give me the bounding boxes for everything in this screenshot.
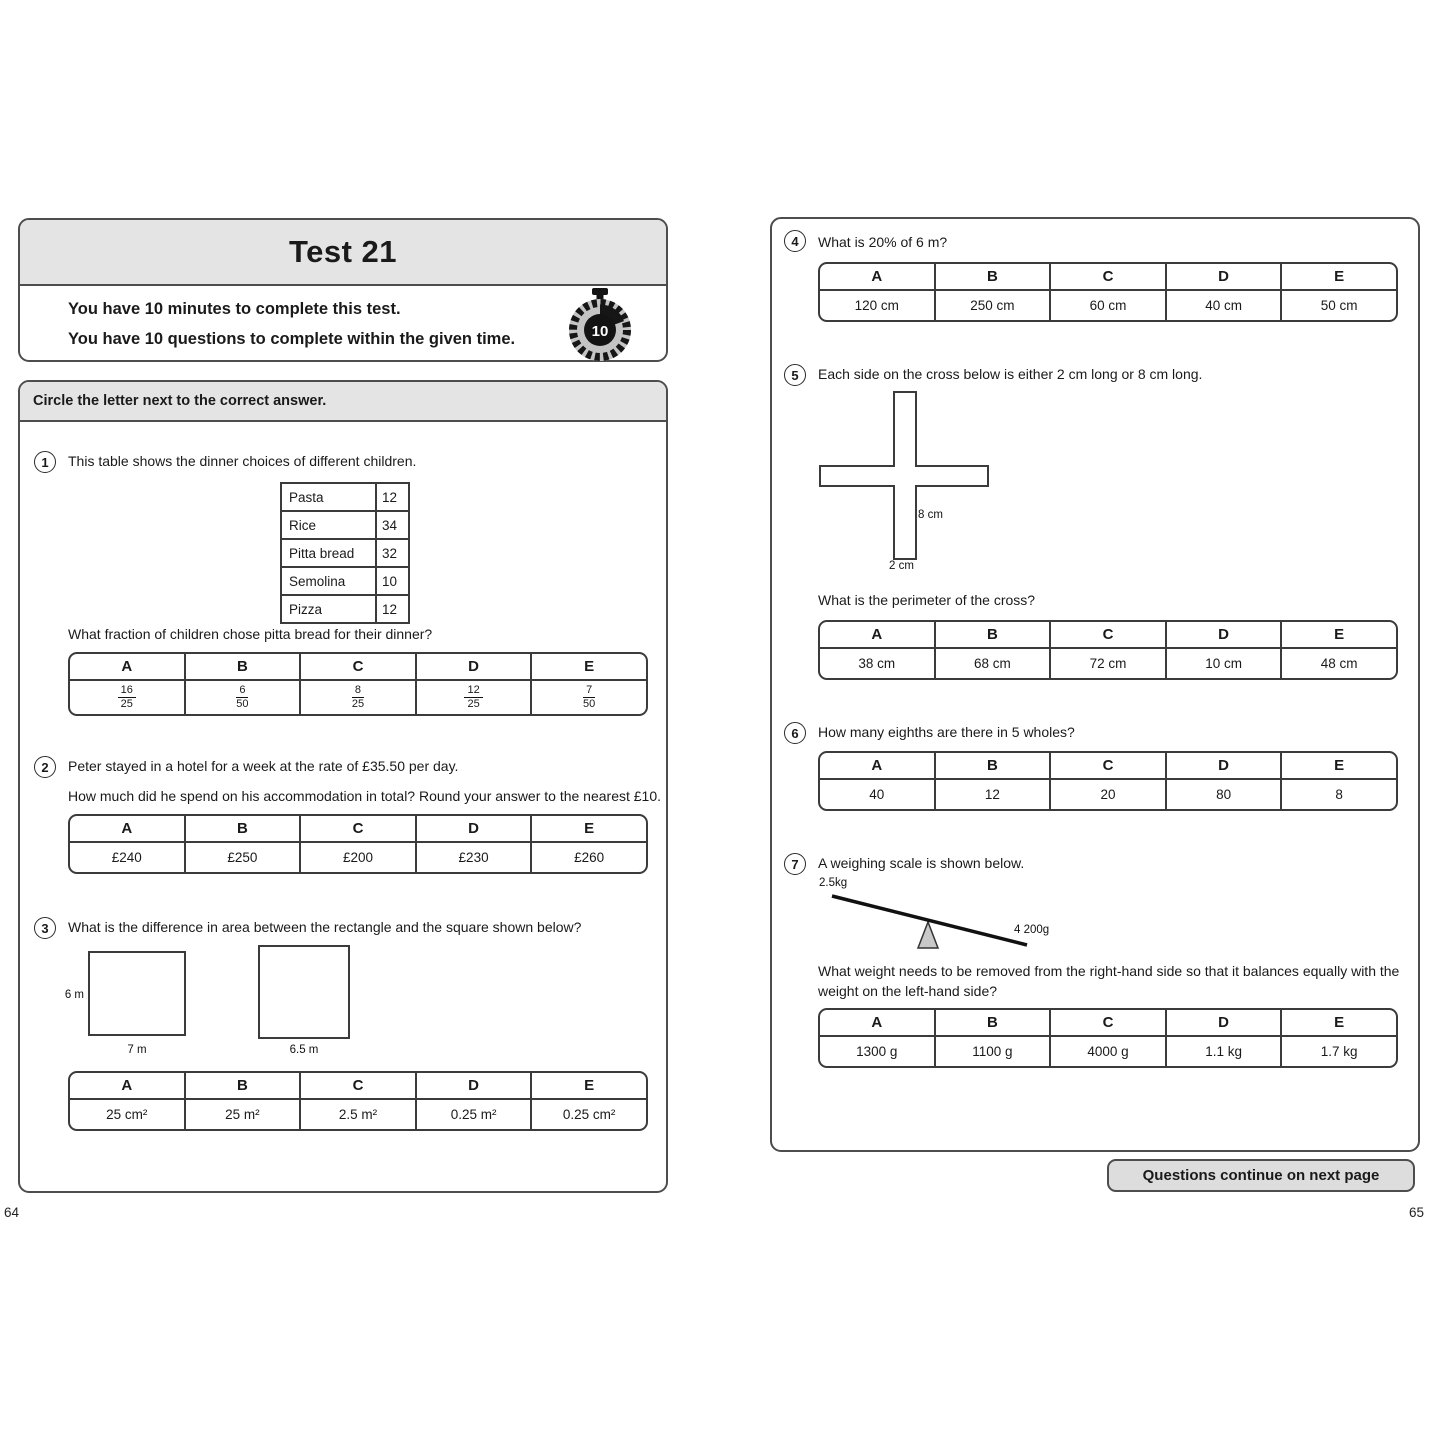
food-count: 10: [375, 568, 408, 594]
left-page-number: 64: [4, 1205, 20, 1220]
answer-letter-row: [820, 622, 1396, 649]
answer-letter-row: [820, 1010, 1396, 1037]
answer-letter-row: [820, 264, 1396, 291]
answer-letter-row: [70, 1073, 646, 1100]
table-row: [282, 484, 408, 512]
square-width-label: 6.5 m: [289, 1044, 319, 1056]
answer-option-e[interactable]: 48 cm: [1320, 656, 1358, 671]
question-6-text: How many eighths are there in 5 wholes?: [818, 724, 1075, 740]
answer-letter-b[interactable]: B: [936, 264, 1052, 289]
answer-letter-c[interactable]: C: [1051, 264, 1167, 289]
answer-value-row: [820, 649, 1396, 678]
answer-letter-c[interactable]: C: [301, 816, 417, 841]
answer-value-row: [70, 681, 646, 714]
answer-option-e[interactable]: 8: [1335, 787, 1343, 802]
answer-value-row: [70, 843, 646, 872]
question-2-answers: [68, 814, 648, 874]
answer-option-b[interactable]: £250: [186, 843, 302, 872]
answer-option-d[interactable]: £230: [417, 843, 533, 872]
table-row: [282, 568, 408, 596]
answer-option-c[interactable]: 4000 g: [1051, 1037, 1167, 1066]
answer-option-d[interactable]: 40 cm: [1167, 291, 1283, 320]
fraction: $\frac{8}{25}$: [351, 683, 365, 710]
answer-option-a[interactable]: 38 cm: [820, 649, 936, 678]
answer-letter-d[interactable]: D: [417, 1073, 533, 1098]
food-label: Rice: [289, 517, 317, 533]
answer-value-row: [820, 1037, 1396, 1066]
answer-option-a[interactable]: 40: [820, 780, 936, 809]
answer-letter-a[interactable]: A: [70, 654, 186, 679]
answer-letter-a[interactable]: A: [820, 1010, 936, 1035]
answer-option-b[interactable]: 1100 g: [936, 1037, 1052, 1066]
question-1-prompt: What fraction of children chose pitta bread for their dinner?: [68, 626, 433, 642]
cross-side-label-8cm: 8 cm: [918, 509, 943, 521]
dinner-choices-table: [280, 482, 410, 624]
weighing-scale-diagram: [813, 886, 1053, 954]
food-label: Semolina: [289, 573, 346, 589]
answer-letter-e[interactable]: E: [584, 1077, 595, 1094]
answer-value-row: [70, 1100, 646, 1129]
cross-shape: [808, 390, 1008, 562]
question-2-prompt: How much did he spend on his accommodation in total? Round your answer to the nearest £10.: [68, 788, 662, 804]
answer-letter-c[interactable]: C: [1051, 622, 1167, 647]
answer-option-c[interactable]: 20: [1051, 780, 1167, 809]
question-4-number: 4: [784, 230, 806, 252]
scale-right-weight-label: 4 200g: [1014, 924, 1050, 936]
fraction: $\frac{7}{50}$: [583, 683, 596, 710]
answer-option-c[interactable]: 60 cm: [1051, 291, 1167, 320]
answer-letter-a[interactable]: A: [70, 816, 186, 841]
rectangle-height-label: 6 m: [64, 989, 84, 1001]
answer-option-a[interactable]: £240: [70, 843, 186, 872]
question-3-answers: [68, 1071, 648, 1131]
food-count: 32: [375, 540, 408, 566]
question-5-prompt: What is the perimeter of the cross?: [818, 592, 1036, 608]
continue-badge: Questions continue on next page: [1107, 1159, 1415, 1192]
answer-value-row: [820, 780, 1396, 809]
scale-left-weight-label: 2.5kg: [819, 877, 848, 889]
question-7-number: 7: [784, 853, 806, 875]
test-title-band: [20, 220, 666, 286]
question-2-text: Peter stayed in a hotel for a week at the rate of £35.50 per day.: [68, 758, 459, 774]
answer-letter-e[interactable]: E: [1334, 626, 1345, 643]
question-7-prompt: What weight needs to be removed from the right-hand side so that it balances equally with the weight on the left-hand side?: [818, 963, 1400, 1000]
answer-option-b[interactable]: 250 cm: [936, 291, 1052, 320]
answer-option-d[interactable]: 0.25 m²: [417, 1100, 533, 1129]
answer-letter-row: [820, 753, 1396, 780]
answer-letter-b[interactable]: B: [936, 1010, 1052, 1035]
answer-option-c[interactable]: 2.5 m²: [301, 1100, 417, 1129]
answer-value-row: [820, 291, 1396, 320]
answer-letter-c[interactable]: C: [301, 654, 417, 679]
answer-option-e[interactable]: 1.7 kg: [1320, 1044, 1358, 1059]
answer-letter-b[interactable]: B: [186, 816, 302, 841]
food-label: Pitta bread: [289, 545, 355, 561]
answer-option-d[interactable]: 1.1 kg: [1167, 1037, 1283, 1066]
question-1-number: 1: [34, 451, 56, 473]
question-5-answers: [818, 620, 1398, 680]
question-5-number: 5: [784, 364, 806, 386]
answer-letter-d[interactable]: D: [1167, 1010, 1283, 1035]
answer-letter-d[interactable]: D: [1167, 622, 1283, 647]
answer-option-c[interactable]: £200: [301, 843, 417, 872]
food-label: Pizza: [289, 601, 323, 617]
food-label: Pasta: [289, 489, 324, 505]
stopwatch-icon: [564, 288, 636, 362]
answer-option-b[interactable]: 68 cm: [936, 649, 1052, 678]
answer-option-c[interactable]: [301, 681, 417, 714]
answer-letter-row: [70, 816, 646, 843]
rectangle-shape: [88, 951, 186, 1036]
answer-letter-c[interactable]: C: [301, 1073, 417, 1098]
fraction: $\frac{6}{50}$: [236, 683, 249, 710]
answer-option-e[interactable]: 50 cm: [1320, 298, 1358, 313]
answer-letter-a[interactable]: A: [820, 264, 936, 289]
answer-letter-row: [70, 654, 646, 681]
question-3-number: 3: [34, 917, 56, 939]
answer-letter-c[interactable]: C: [1051, 753, 1167, 778]
answer-letter-e[interactable]: E: [1334, 1014, 1345, 1031]
fraction: $\frac{16}{25}$: [118, 684, 136, 711]
table-row: [282, 540, 408, 568]
answer-option-e[interactable]: 0.25 cm²: [562, 1107, 616, 1122]
answer-letter-b[interactable]: B: [936, 753, 1052, 778]
table-row: [282, 512, 408, 540]
instruction-line-1: You have 10 minutes to complete this test.: [68, 300, 401, 318]
question-5-text: Each side on the cross below is either 2 cm long or 8 cm long.: [818, 366, 1203, 382]
test-title: Test 21: [288, 234, 398, 269]
answer-option-b[interactable]: [186, 681, 302, 714]
answer-letter-a[interactable]: A: [820, 753, 936, 778]
answer-option-c[interactable]: 72 cm: [1051, 649, 1167, 678]
answer-letter-e[interactable]: E: [584, 658, 595, 675]
rectangle-width-label: 7 m: [127, 1044, 147, 1056]
instruction-line-2: You have 10 questions to complete within the given time.: [68, 330, 516, 348]
answer-option-d[interactable]: [417, 681, 533, 714]
answer-letter-d[interactable]: D: [417, 654, 533, 679]
answer-letter-c[interactable]: C: [1051, 1010, 1167, 1035]
right-page-number: 65: [1408, 1205, 1424, 1220]
food-count: 12: [375, 484, 408, 510]
answer-option-d[interactable]: 80: [1167, 780, 1283, 809]
answer-option-b[interactable]: 12: [936, 780, 1052, 809]
question-4-answers: [818, 262, 1398, 322]
answer-option-b[interactable]: 25 m²: [186, 1100, 302, 1129]
answer-letter-b[interactable]: B: [936, 622, 1052, 647]
square-shape: [258, 945, 350, 1039]
section-instruction: Circle the letter next to the correct answer.: [20, 382, 666, 422]
answer-option-a[interactable]: 120 cm: [820, 291, 936, 320]
table-row: [282, 596, 408, 622]
answer-letter-b[interactable]: B: [186, 1073, 302, 1098]
food-count: 34: [375, 512, 408, 538]
food-count: 12: [375, 596, 408, 622]
question-7-answers: [818, 1008, 1398, 1068]
answer-letter-e[interactable]: E: [1334, 268, 1345, 285]
stopwatch-minutes: 10: [591, 323, 609, 340]
question-4-text: What is 20% of 6 m?: [818, 234, 948, 250]
answer-option-d[interactable]: 10 cm: [1167, 649, 1283, 678]
answer-option-a[interactable]: 25 cm²: [70, 1100, 186, 1129]
answer-letter-a[interactable]: A: [70, 1073, 186, 1098]
answer-letter-a[interactable]: A: [820, 622, 936, 647]
answer-option-e[interactable]: [532, 681, 646, 714]
answer-letter-e[interactable]: E: [584, 820, 595, 837]
answer-letter-d[interactable]: D: [417, 816, 533, 841]
fraction: $\frac{12}{25}$: [464, 684, 482, 711]
question-6-number: 6: [784, 722, 806, 744]
cross-side-label-2cm: 2 cm: [889, 560, 914, 572]
answer-letter-b[interactable]: B: [186, 654, 302, 679]
question-1-text: This table shows the dinner choices of different children.: [68, 453, 417, 469]
answer-letter-d[interactable]: D: [1167, 753, 1283, 778]
question-3-text: What is the difference in area between the rectangle and the square shown below?: [68, 919, 582, 935]
answer-letter-d[interactable]: D: [1167, 264, 1283, 289]
answer-option-e[interactable]: £260: [574, 850, 605, 865]
question-2-number: 2: [34, 756, 56, 778]
answer-letter-e[interactable]: E: [1334, 757, 1345, 774]
question-6-answers: [818, 751, 1398, 811]
answer-option-a[interactable]: [70, 681, 186, 714]
answer-option-a[interactable]: 1300 g: [820, 1037, 936, 1066]
question-7-text: A weighing scale is shown below.: [818, 855, 1025, 871]
question-1-answers: [68, 652, 648, 716]
test-header-box: [18, 218, 668, 362]
